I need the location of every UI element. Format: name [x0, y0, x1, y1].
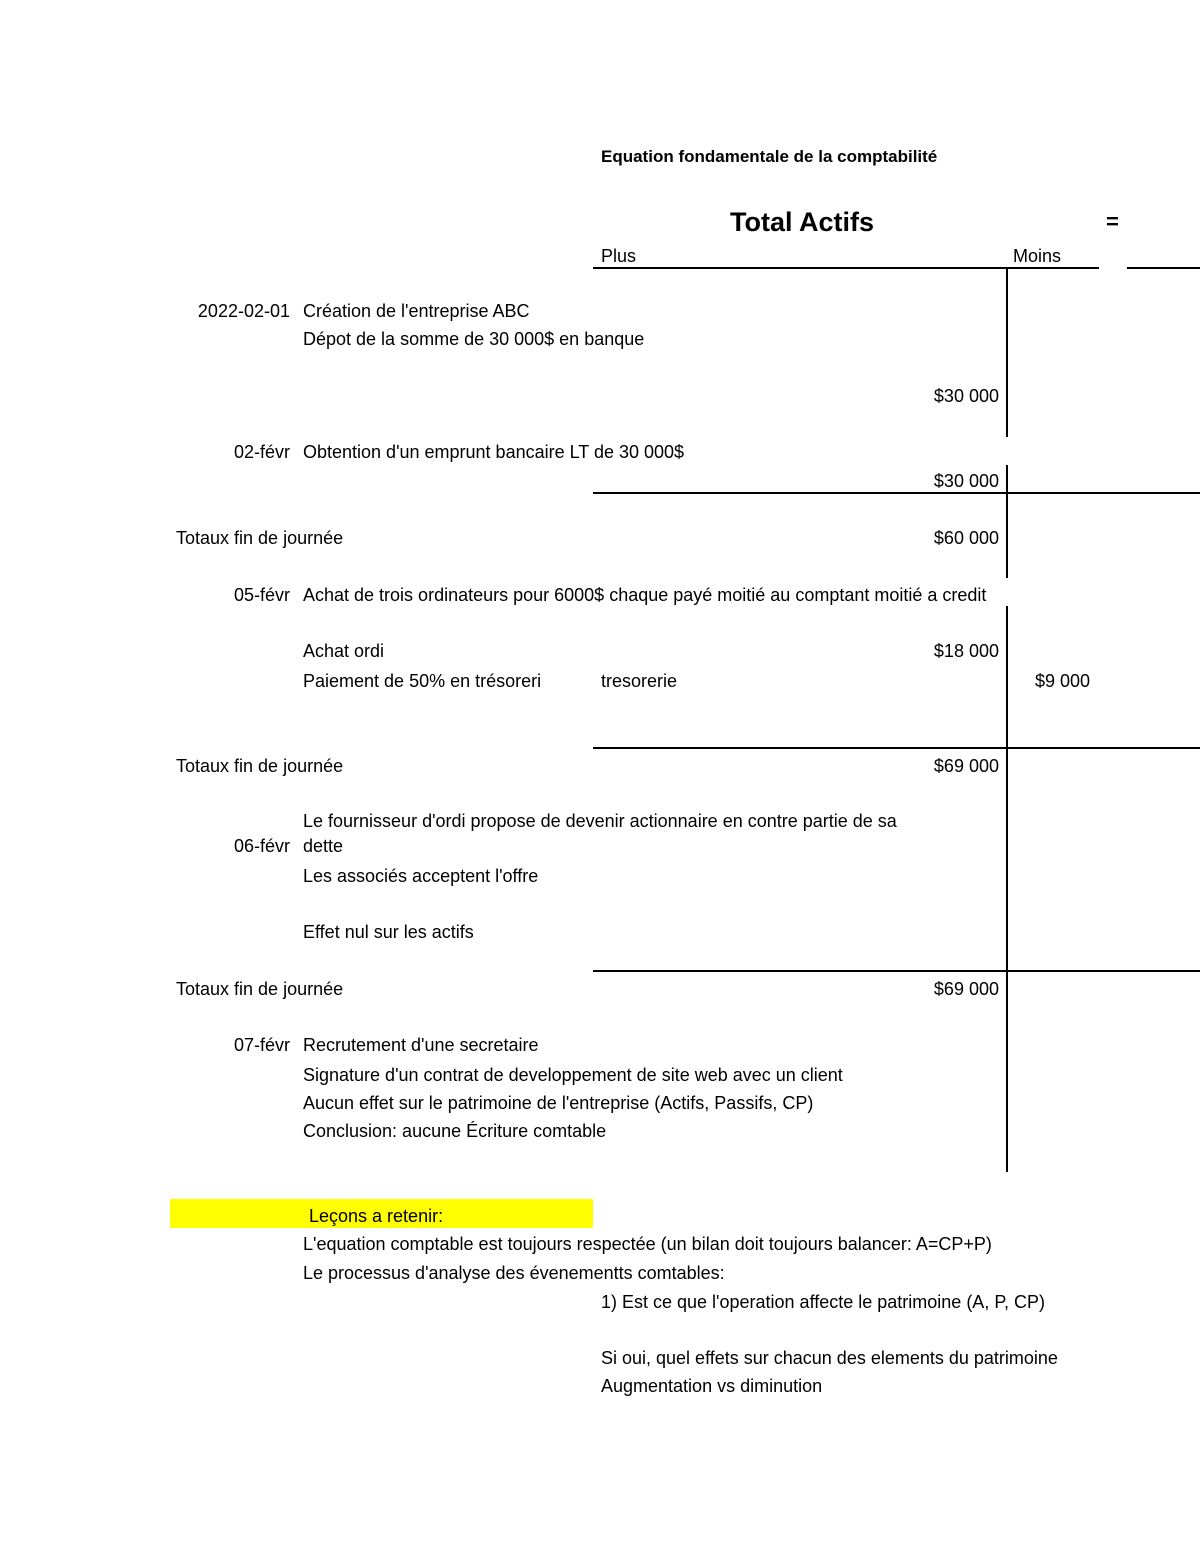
entry-description: Dépot de la somme de 30 000$ en banque — [303, 329, 645, 349]
lessons-heading: Leçons a retenir: — [309, 1206, 444, 1226]
entry-description: Conclusion: aucune Écriture comtable — [303, 1121, 607, 1141]
t-account-divider-2 — [1006, 465, 1008, 494]
t-account-divider-5 — [1006, 749, 1008, 971]
daily-total-amount: $60 000 — [933, 528, 999, 548]
entry-description: Effet nul sur les actifs — [303, 922, 474, 942]
entry-description: Achat ordi — [303, 641, 385, 661]
entry-description: Achat de trois ordinateurs pour 6000$ chaque payé moitié au comptant moitié a credit — [303, 585, 987, 605]
account-name: tresorerie — [601, 671, 678, 691]
page-title: Equation fondamentale de la comptabilité — [601, 147, 938, 166]
daily-total-label: Totaux fin de journée — [176, 528, 344, 548]
total-actifs-heading: Total Actifs — [730, 207, 875, 237]
entry-description: Création de l'entreprise ABC — [303, 301, 530, 321]
entry-description: Obtention d'un emprunt bancaire LT de 30 000$ — [303, 442, 685, 462]
entry-description: Aucun effet sur le patrimoine de l'entreprise (Actifs, Passifs, CP) — [303, 1093, 814, 1113]
subtotal-line-2 — [593, 747, 1200, 749]
lesson-line: Le processus d'analyse des évenementts comtables: — [303, 1263, 725, 1283]
entry-description: Paiement de 50% en trésoreri — [303, 671, 542, 691]
lesson-step: Si oui, quel effets sur chacun des elements du patrimoine — [601, 1348, 1058, 1368]
entry-date: 05-févr — [233, 585, 290, 605]
debit-amount: $30 000 — [933, 386, 999, 406]
daily-total-amount: $69 000 — [933, 979, 999, 999]
lesson-line: L'equation comptable est toujours respectée (un bilan doit toujours balancer: A=CP+P) — [303, 1234, 992, 1254]
plus-column-header: Plus — [601, 246, 637, 266]
daily-total-label: Totaux fin de journée — [176, 979, 344, 999]
daily-total-label: Totaux fin de journée — [176, 756, 344, 776]
entry-description: Le fournisseur d'ordi propose de devenir actionnaire en contre partie de sa — [303, 811, 897, 831]
lesson-step: 1) Est ce que l'operation affecte le patrimoine (A, P, CP) — [601, 1292, 1046, 1312]
t-account-top-line-right — [1127, 267, 1200, 269]
equals-sign: = — [1106, 209, 1119, 234]
entry-date: 07-févr — [233, 1035, 290, 1055]
entry-description: dette — [303, 836, 344, 856]
entry-date: 02-févr — [233, 442, 290, 462]
entry-date: 06-févr — [233, 836, 290, 856]
t-account-divider-3 — [1006, 494, 1008, 578]
subtotal-line-1 — [593, 492, 1200, 494]
lesson-step: Augmentation vs diminution — [601, 1376, 823, 1396]
credit-amount: $9 000 — [1034, 671, 1090, 691]
subtotal-line-3 — [593, 970, 1200, 972]
entry-date: 2022-02-01 — [197, 301, 290, 321]
entry-description: Les associés acceptent l'offre — [303, 866, 539, 886]
entry-description: Recrutement d'une secretaire — [303, 1035, 539, 1055]
entry-description: Signature d'un contrat de developpement de site web avec un client — [303, 1065, 843, 1085]
debit-amount: $18 000 — [933, 641, 999, 661]
debit-amount: $30 000 — [933, 471, 999, 491]
moins-column-header: Moins — [1013, 246, 1062, 266]
daily-total-amount: $69 000 — [933, 756, 999, 776]
t-account-divider-6 — [1006, 972, 1008, 1172]
t-account-divider-1 — [1006, 269, 1008, 437]
t-account-top-line — [593, 267, 1099, 269]
